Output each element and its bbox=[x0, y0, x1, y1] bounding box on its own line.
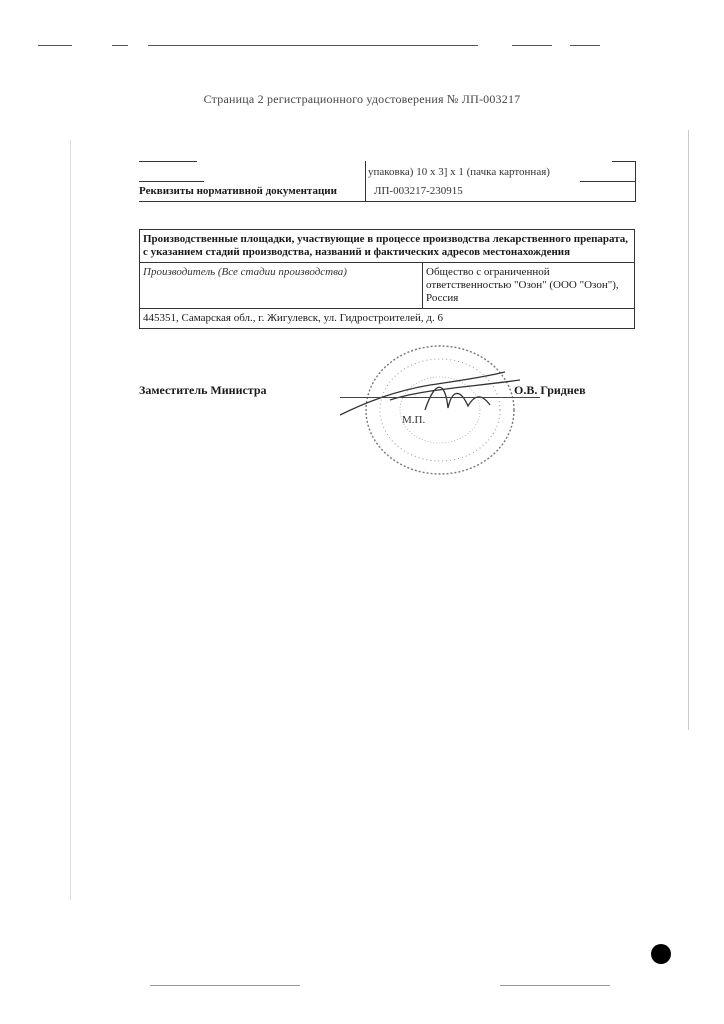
scan-artifact bbox=[512, 45, 552, 46]
production-heading: Производственные площадки, участвующие в процессе производства лекарственного препарата, с указанием стадий производства, названий и фактических адресов местонахождения bbox=[140, 230, 635, 263]
table-row bbox=[140, 263, 635, 309]
table-border bbox=[139, 161, 197, 162]
table-border bbox=[139, 201, 636, 202]
table-row bbox=[140, 309, 635, 329]
punch-hole-mark bbox=[651, 944, 671, 964]
production-role: Производитель (Все стадии производства) bbox=[140, 263, 423, 309]
scan-artifact bbox=[38, 45, 72, 46]
production-address: 445351, Самарская обл., г. Жигулевск, ул. Гидростроителей, д. 6 bbox=[140, 309, 635, 329]
table-border bbox=[580, 181, 636, 182]
signature-icon bbox=[330, 360, 530, 430]
production-sites-table bbox=[139, 229, 635, 329]
scan-artifact bbox=[150, 985, 300, 986]
signatory-name: О.В. Гриднев bbox=[514, 383, 586, 397]
signatory-title: Заместитель Министра bbox=[139, 383, 267, 397]
table-border bbox=[612, 161, 636, 162]
table-row bbox=[140, 230, 635, 263]
seal-place-label: М.П. bbox=[402, 414, 426, 426]
production-company: Общество с ограниченной ответственностью "Озон" (ООО "Озон"), Россия bbox=[423, 263, 635, 309]
requisites-label: Реквизиты нормативной документации bbox=[139, 185, 337, 197]
requisites-value: ЛП-003217-230915 bbox=[374, 185, 463, 197]
scan-artifact bbox=[688, 130, 689, 730]
scan-artifact bbox=[148, 45, 478, 46]
signature-line bbox=[340, 397, 540, 398]
table-border bbox=[365, 161, 366, 202]
scan-artifact bbox=[70, 140, 71, 900]
packaging-value: упаковка) 10 х 3] х 1 (пачка картонная) bbox=[368, 166, 550, 178]
page-header: Страница 2 регистрационного удостоверения № ЛП-003217 bbox=[203, 92, 521, 106]
table-border bbox=[139, 181, 204, 182]
scan-artifact bbox=[500, 985, 610, 986]
scan-artifact bbox=[112, 45, 128, 46]
scan-artifact bbox=[570, 45, 600, 46]
